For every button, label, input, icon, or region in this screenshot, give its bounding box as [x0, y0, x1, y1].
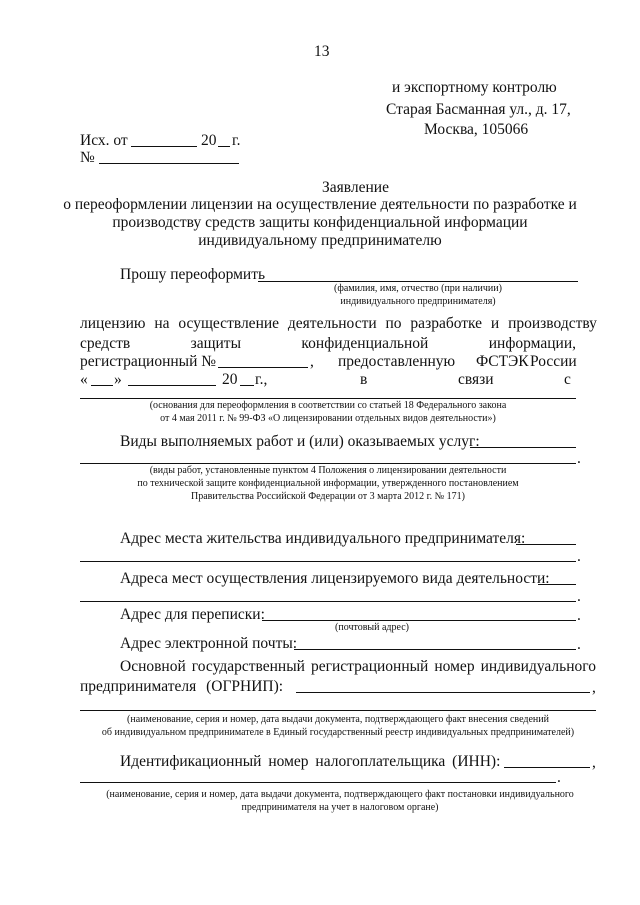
activity-address-line-full[interactable]	[80, 601, 576, 602]
outgoing-date-line[interactable]	[131, 146, 197, 147]
word-s: с	[564, 371, 571, 388]
license-line-2	[80, 336, 576, 352]
ogrnip-hint-2: об индивидуальном предпринимателе в Единый государственный реестр индивидуальных предпринимателей)	[101, 727, 575, 738]
email-line[interactable]	[294, 649, 576, 650]
ogrnip-label: предпринимателя (ОГРНИП):	[80, 678, 284, 695]
addressee-line-3: Москва, 105066	[424, 121, 529, 138]
license-hint-2: от 4 мая 2011 г. № 99-ФЗ «О лицензировании отдельных видов деятельности»)	[160, 413, 496, 424]
email-label: Адрес электронной почты:	[120, 635, 298, 652]
word-osnovnoy: Основной	[120, 658, 186, 675]
activity-address-label: Адреса мест осуществления лицензируемого вида деятельности:	[120, 570, 550, 587]
residence-line-short[interactable]	[516, 544, 576, 545]
outgoing-year-prefix: 20	[201, 132, 217, 149]
inn-line-full[interactable]	[80, 782, 556, 783]
document-heading: Заявление	[322, 179, 389, 196]
ogrnip-hint-1: (наименование, серия и номер, дата выдачи документа, подтверждающего факт внесения сведений	[127, 714, 549, 725]
provided-word: предоставленную	[338, 353, 456, 370]
license-year-prefix: 20	[222, 371, 238, 388]
addressee-line-2: Старая Басманная ул., д. 17,	[386, 101, 571, 118]
works-hint-2: по технической защите конфиденциальной информации, утвержденного постановлением	[137, 478, 519, 489]
ogrnip-comma: ,	[592, 679, 596, 696]
fstek-word: ФСТЭК	[476, 353, 529, 370]
outgoing-year-line[interactable]	[218, 146, 230, 147]
request-fullname-line[interactable]	[258, 281, 578, 282]
word-konfidentsialnoy: конфиденциальной	[301, 335, 429, 352]
ogrnip-line-short[interactable]	[296, 692, 590, 693]
word-registratsionny: регистрационный	[310, 658, 429, 675]
license-reason-line[interactable]	[80, 398, 576, 399]
works-period: .	[577, 450, 581, 467]
word-nomer: номер	[434, 658, 475, 675]
word-v: в	[360, 371, 368, 388]
email-period: .	[577, 636, 581, 653]
russia-word: России	[530, 353, 577, 370]
inn-line-short[interactable]	[504, 767, 590, 768]
works-hint-3: Правительства Российской Федерации от 3 марта 2012 г. № 171)	[190, 491, 466, 502]
license-year-line[interactable]	[240, 385, 254, 386]
title-line-2: производству средств защиты конфиденциальной информации	[112, 214, 528, 231]
license-day-line[interactable]	[91, 385, 113, 386]
inn-period: .	[557, 769, 561, 786]
license-year-suffix: г.,	[255, 371, 268, 388]
title-line-1: о переоформлении лицензии на осуществление деятельности по разработке и	[63, 196, 577, 213]
residence-label: Адрес места жительства индивидуального предпринимателя:	[120, 530, 526, 547]
request-label: Прошу переоформить	[120, 266, 266, 283]
addressee-line-1: и экспортному контролю	[392, 79, 557, 96]
outgoing-year-suffix: г.	[232, 132, 241, 149]
license-month-line[interactable]	[128, 385, 216, 386]
inn-hint-2: предпринимателя на учет в налоговом органе)	[241, 802, 439, 813]
works-label: Виды выполняемых работ и (или) оказываемых услуг:	[120, 433, 480, 450]
page-number: 13	[314, 43, 330, 60]
license-line-1	[80, 315, 597, 332]
title-line-3: индивидуальному предпринимателю	[198, 232, 442, 249]
outgoing-ref-label: Исх. от	[80, 132, 128, 149]
word-zashchity: защиты	[190, 335, 241, 352]
reg-number-label: регистрационный №	[80, 353, 217, 370]
request-hint-1: (фамилия, имя, отчество (при наличии)	[334, 283, 502, 294]
works-hint-1: (виды работ, установленные пунктом 4 Положения о лицензировании деятельности	[149, 465, 507, 476]
word-informatsii: информации,	[488, 335, 576, 352]
inn-comma: ,	[592, 754, 596, 771]
activity-address-period: .	[577, 588, 581, 605]
reg-number-line[interactable]	[218, 367, 308, 368]
residence-period: .	[577, 548, 581, 565]
inn-hint-1: (наименование, серия и номер, дата выдачи документа, подтверждающего факт постановки индивидуального	[106, 789, 574, 800]
mail-address-period: .	[577, 607, 581, 624]
word-individualnogo: индивидуального	[480, 658, 596, 675]
word-gosudarstvenny: государственный	[191, 658, 305, 675]
inn-label: Идентификационный номер налогоплательщика (ИНН):	[120, 753, 501, 770]
license-date-quote-open: «	[80, 371, 88, 388]
ogrnip-line-full[interactable]	[80, 710, 596, 711]
license-hint-1: (основания для переоформления в соответствии со статьей 18 Федерального закона	[149, 400, 507, 411]
mail-address-label: Адрес для переписки:	[120, 606, 265, 623]
reg-number-comma: ,	[310, 353, 314, 370]
works-line-short[interactable]	[470, 447, 576, 448]
works-line-full[interactable]	[80, 463, 576, 464]
activity-address-line-short[interactable]	[538, 584, 576, 585]
request-hint-2: индивидуального предпринимателя)	[340, 296, 496, 307]
outgoing-number-line[interactable]	[99, 163, 239, 164]
mail-address-hint: (почтовый адрес)	[335, 622, 409, 633]
residence-line-full[interactable]	[80, 561, 576, 562]
outgoing-number-label: №	[80, 149, 95, 166]
license-date-quote-close: »	[114, 371, 122, 388]
license-line-1-text: лицензию на осуществление деятельности по разработке и производству	[80, 315, 597, 332]
mail-address-line[interactable]	[262, 620, 576, 621]
word-sredstv: средств	[80, 335, 131, 352]
word-svyazi: связи	[458, 371, 494, 388]
ogrnip-line-1	[120, 659, 596, 675]
